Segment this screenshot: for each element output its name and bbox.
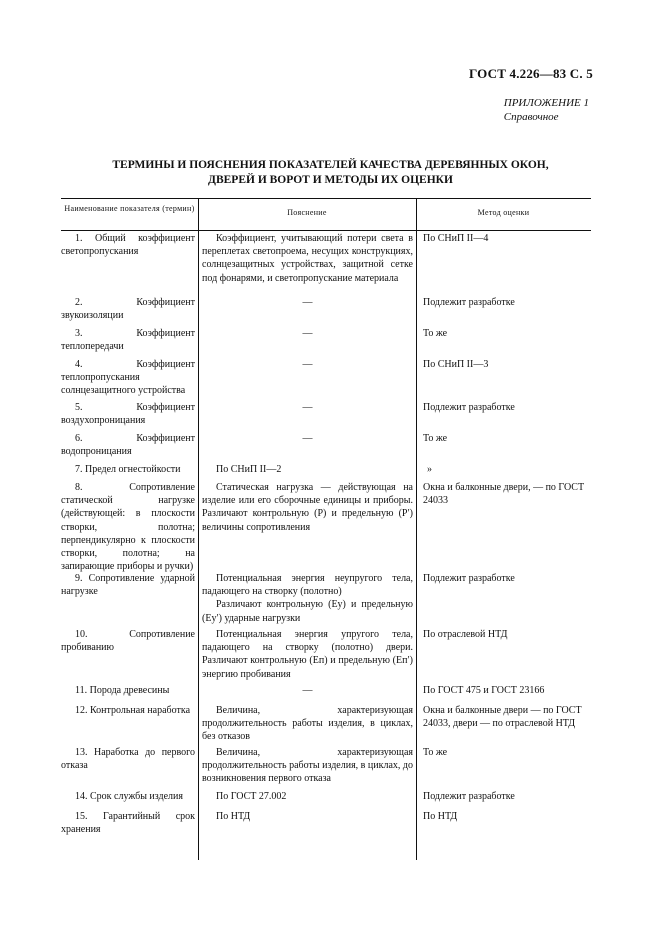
row-explanation: Статическая нагрузка — действующая на изделие или его сборочные единицы и приборы. Различают контрольную (P) и предельную (P′) величины сопротивления [202,482,413,533]
row-explanation: Величина, характеризующая продолжительность работы изделия, в циклах, без отказов [202,705,413,743]
header-explanation: Пояснение [287,208,327,217]
row-explanation-part-1: Потенциальная энергия неупругого тела, падающего на створку (полотно) [202,573,413,598]
row-method: По СНиП II—3 [423,359,489,370]
row-explanation: Коэффициент, учитывающий потери света в переплетах светопроема, несущих конструкциях, солнцезащитных устройствах, защитной сетке под фонарями, и светопропускание материала [202,233,413,284]
row-term: 13. Наработка до первого отказа [61,747,195,772]
table-top-rule [61,198,591,199]
row-term: 4. Коэффициент теплопропускания солнцезащитного устройства [61,359,195,397]
row-explanation: Потенциальная энергия упругого тела, падающего на створку (полотно) двери. Различают контрольную (Eп) и предельную (Eп′) энергию пробивания [202,629,413,680]
row-method: Окна и балконные двери — по ГОСТ 24033, двери — по отраслевой НТД [423,705,582,730]
row-explanation: — [302,297,313,308]
row-method: По СНиП II—4 [423,233,489,244]
row-term: 5. Коэффициент воздухопроницания [61,402,195,427]
row-term: 11. Порода древесины [75,685,170,696]
row-method: То же [423,328,448,339]
page-header: ГОСТ 4.226—83 С. 5 [468,66,593,81]
row-term: 3. Коэффициент теплопередачи [61,328,195,353]
row-term: 2. Коэффициент звукоизоляции [61,297,195,322]
row-explanation: — [302,433,313,444]
row-method: Подлежит разработке [423,573,515,584]
ditto-mark: » [427,464,432,475]
row-explanation: — [302,685,313,696]
row-method: Подлежит разработке [423,402,515,413]
row-explanation: — [302,328,313,339]
document-title [0,158,661,188]
row-explanation-part-2: Различают контрольную (Eу) и предельную (Eу′) ударные нагрузки [202,599,413,624]
row-method: По отраслевой НТД [423,629,508,640]
appendix-title: ПРИЛОЖЕНИЕ 1 [503,97,589,109]
row-method: Подлежит разработке [423,297,515,308]
row-explanation: По СНиП II—2 [216,464,282,475]
row-term: 12. Контрольная наработка [75,705,191,716]
column-divider-2 [416,198,417,860]
title-line-2: ДВЕРЕЙ И ВОРОТ И МЕТОДЫ ИХ ОЦЕНКИ [208,174,453,186]
column-divider-1 [198,198,199,860]
row-method: По НТД [423,811,458,822]
row-term: 15. Гарантийный срок хранения [61,811,195,836]
row-term: 10. Сопротивление пробиванию [61,629,195,654]
table-header-rule [61,230,591,231]
row-explanation: По НТД [216,811,251,822]
row-term: 6. Коэффициент водопроницания [61,433,195,458]
row-explanation: Величина, характеризующая продолжительность работы изделия, в циклах, до возникновения первого отказа [202,747,413,785]
header-term: Наименование показателя (термин) [64,204,195,213]
row-method: Окна и балконные двери, — по ГОСТ 24033 [423,482,585,507]
header-method: Метод оценки [477,208,530,217]
row-explanation: — [302,402,313,413]
row-method: То же [423,747,448,758]
row-explanation: По ГОСТ 27.002 [216,791,287,802]
row-term: 9. Сопротивление ударной нагрузке [61,573,195,598]
row-method: Подлежит разработке [423,791,515,802]
row-term: 7. Предел огнестойкости [75,464,181,475]
row-explanation [202,572,413,625]
title-line-1: ТЕРМИНЫ И ПОЯСНЕНИЯ ПОКАЗАТЕЛЕЙ КАЧЕСТВА ДЕРЕВЯННЫХ ОКОН, [112,159,549,171]
row-method: То же [423,433,448,444]
appendix-label [504,96,589,124]
appendix-subtitle: Справочное [503,111,559,123]
row-term: 14. Срок службы изделия [75,791,183,802]
row-method: По ГОСТ 475 и ГОСТ 23166 [423,685,545,696]
row-explanation: — [302,359,313,370]
row-term: 1. Общий коэффициент светопропускания [61,233,195,258]
row-term: 8. Сопротивление статической нагрузке (действующей: в плоскости створки, полотна; перпендикулярно к плоскости створки, полотна; на запирающие приборы и ручки) [61,482,195,573]
